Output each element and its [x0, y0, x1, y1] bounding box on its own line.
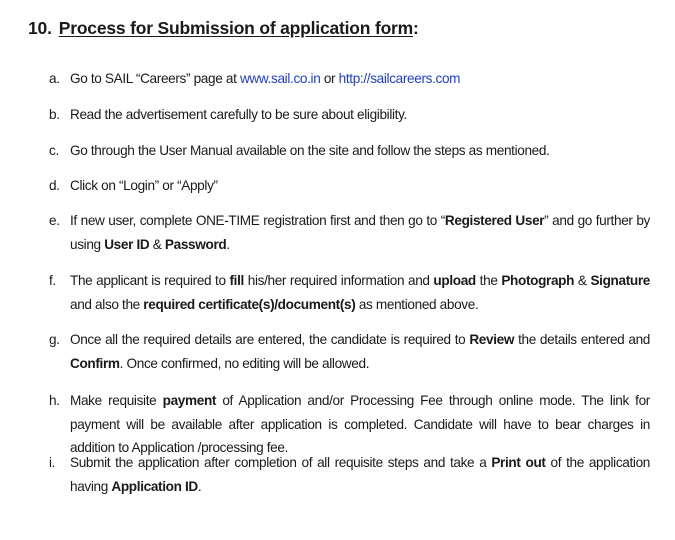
bold-text: Registered User [444, 213, 545, 228]
text-run: and also the [70, 296, 144, 312]
list-item-text [70, 269, 650, 316]
bold-text: Print out [491, 455, 546, 470]
bold-text: Password [164, 236, 227, 252]
list-marker: b. [49, 107, 60, 122]
list-item-text [70, 103, 650, 127]
bold-text: Review [469, 332, 515, 347]
text-run: of Application and/or Processing Fee through online mode. The link for payment will be available after application is completed. Candidate will have to bear charges in addition to Application /processing fee. [70, 393, 650, 455]
text-run: Submit the application after completion of all requisite steps and take a [70, 455, 492, 470]
text-run: . Once confirmed, no editing will be allowed. [119, 355, 370, 371]
list-marker: a. [49, 71, 60, 86]
text-run: & [149, 236, 165, 252]
text-run: Click on “Login” or “Apply” [70, 178, 218, 193]
text-run: the details entered and [514, 332, 650, 347]
text-run: Read the advertisement carefully to be sure about eligibility. [70, 107, 407, 122]
list-marker: e. [49, 213, 60, 228]
section-title: Process for Submission of application form [58, 18, 414, 38]
text-run: the [475, 273, 502, 288]
link-text[interactable]: http://sailcareers.com [338, 71, 461, 86]
list-item-text [70, 139, 650, 163]
text-run: If new user, complete ONE-TIME registration first and then go to “ [70, 213, 445, 228]
link-text[interactable]: www.sail.co.in [239, 71, 321, 86]
text-run: The applicant is required to [70, 273, 230, 288]
text-run: of the application having [70, 455, 650, 494]
list-item-text [70, 389, 650, 460]
bold-text: required certificate(s)/document(s) [143, 296, 356, 312]
text-run: . [197, 478, 202, 494]
text-run: . [226, 236, 230, 252]
section-heading [28, 18, 419, 39]
bold-text: Confirm [70, 355, 120, 371]
list-marker: h. [49, 393, 60, 408]
section-title-suffix: : [413, 18, 419, 38]
list-item-text [70, 174, 650, 198]
section-number: 10. [28, 18, 52, 38]
text-run: or [320, 71, 339, 86]
list-marker: g. [49, 332, 60, 347]
list-item-text [70, 328, 650, 375]
bold-text: Application ID [111, 478, 198, 494]
list-item-text [70, 451, 650, 498]
text-run: ” and go further by using [70, 213, 650, 252]
bold-text: Photograph [501, 273, 575, 288]
text-run: as mentioned above. [355, 296, 479, 312]
list-marker: i. [49, 455, 56, 470]
text-run: his/her required information and [243, 273, 434, 288]
list-marker: f. [49, 273, 56, 288]
bold-text: User ID [104, 236, 150, 252]
list-item-text [70, 67, 650, 91]
bold-text: upload [433, 273, 476, 288]
text-run: & [574, 273, 591, 288]
bold-text: Signature [590, 273, 650, 288]
text-run: Go through the User Manual available on the site and follow the steps as mentioned. [70, 143, 550, 158]
bold-text: payment [162, 393, 217, 408]
text-run: Once all the required details are entered, the candidate is required to [70, 332, 470, 347]
list-item-text [70, 209, 650, 256]
bold-text: fill [229, 273, 244, 288]
list-marker: d. [49, 178, 60, 193]
text-run: Make requisite [70, 393, 163, 408]
list-marker: c. [49, 143, 59, 158]
text-run: Go to SAIL “Careers” page at [70, 71, 240, 86]
